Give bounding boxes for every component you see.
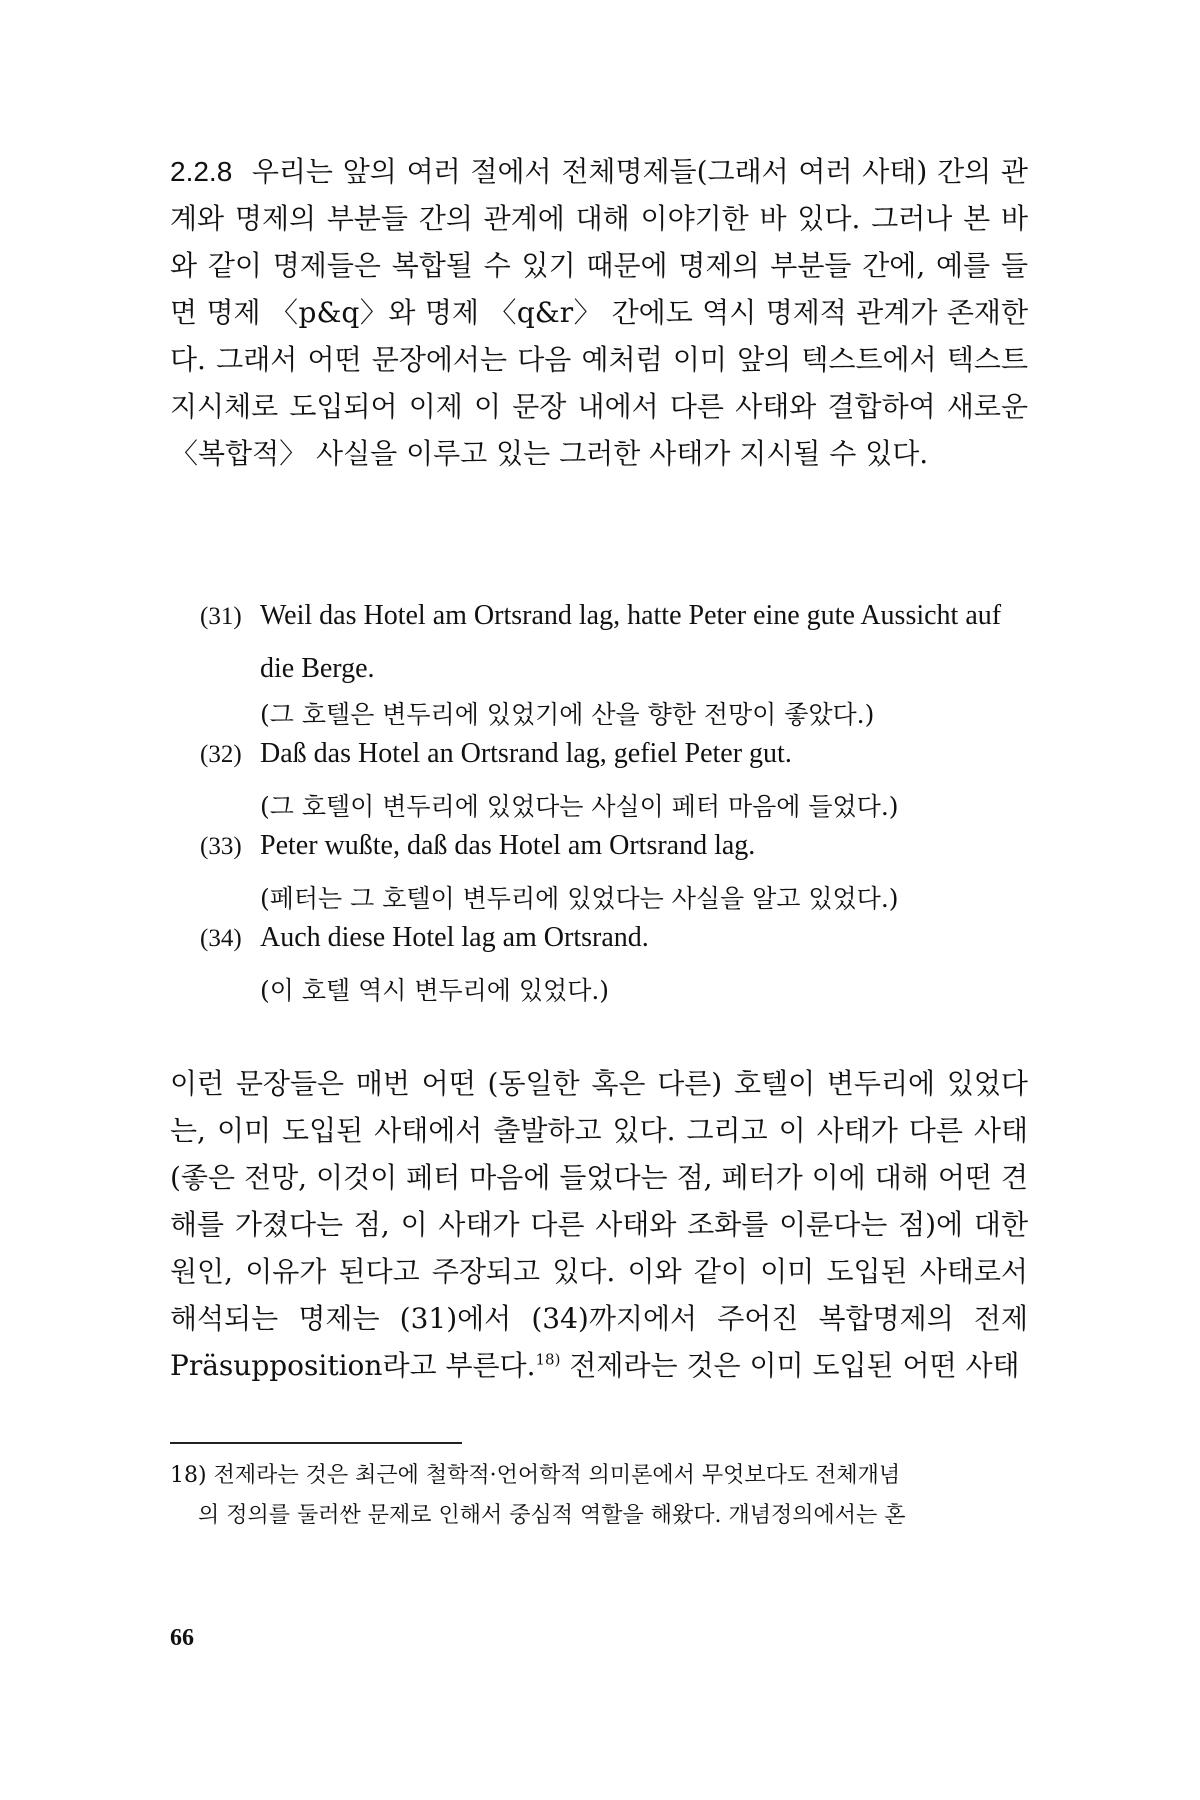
footnote-reference[interactable]: 18)	[535, 1350, 561, 1369]
example-korean: (그 호텔은 변두리에 있었기에 산을 향한 전망이 좋았다.)	[260, 700, 875, 729]
example-list	[200, 600, 1040, 1014]
example-31	[200, 600, 1040, 738]
example-korean: (이 호텔 역시 변두리에 있었다.)	[260, 976, 610, 1005]
example-number: (33)	[200, 833, 242, 860]
example-korean: (그 호텔이 변두리에 있었다는 사실이 페터 마음에 들었다.)	[260, 792, 899, 821]
example-33	[200, 830, 1040, 922]
paragraph-presupposition	[170, 1060, 1028, 1389]
example-german-continued: die Berge.	[260, 653, 375, 684]
footnote-line1: 전제라는 것은 최근에 철학적·언어학적 의미론에서 무엇보다도 전체개념	[213, 1463, 901, 1488]
example-number: (31)	[200, 603, 242, 630]
paragraph-section-2-2-8	[170, 148, 1028, 477]
example-korean: (페터는 그 호텔이 변두리에 있었다는 사실을 알고 있었다.)	[260, 884, 899, 913]
example-german: Peter wußte, daß das Hotel am Ortsrand lag.	[260, 830, 756, 861]
paragraph2-text: 이런 문장들은 매번 어떤 (동일한 혹은 다른) 호텔이 변두리에 있었다는, 이미 도입된 사태에서 출발하고 있다. 그리고 이 사태가 다른 사태(좋은 전망, 이것이 페터 마음에 들었다는 점, 페터가 이에 대해 어떤 견해를 가졌다는 점, 이 사태가 다른 사태와 조화를 이룬다는 점)에 대한 원인, 이유가 된다고 주장되고 있다. 이와 같이 이미 도입된 사태로서 해석되는 명제는 (31)에서 (34)까지에서 주어진 복합명제의 전제 Präsupposition라고 부른다.	[170, 1067, 1028, 1382]
example-number: (32)	[200, 741, 242, 768]
example-german: Auch diese Hotel lag am Ortsrand.	[260, 922, 649, 953]
footnote-number: 18)	[170, 1463, 207, 1488]
paragraph2-tail: 전제라는 것은 이미 도입된 어떤 사태	[569, 1349, 1020, 1382]
footnote-divider	[170, 1442, 462, 1444]
section-number: 2.2.8	[170, 156, 233, 187]
example-number: (34)	[200, 925, 242, 952]
footnote-line2: 의 정의를 둘러싼 문제로 인해서 중심적 역할을 해왔다. 개념정의에서는 혼	[198, 1503, 906, 1528]
paragraph1-text: 우리는 앞의 여러 절에서 전체명제들(그래서 여러 사태) 간의 관계와 명제의 부분들 간의 관계에 대해 이야기한 바 있다. 그러나 본 바와 같이 명제들은 복합될 수 있기 때문에 명제의 부분들 간에, 예를 들면 명제 〈p&q〉와 명제 〈q&r〉 간에도 역시 명제적 관계가 존재한다. 그래서 어떤 문장에서는 다음 예처럼 이미 앞의 텍스트에서 텍스트 지시체로 도입되어 이제 이 문장 내에서 다른 사태와 결합하여 새로운 〈복합적〉 사실을 이루고 있는 그러한 사태가 지시될 수 있다.	[170, 155, 1028, 470]
example-32	[200, 738, 1040, 830]
example-german: Weil das Hotel am Ortsrand lag, hatte Peter eine gute Aussicht auf	[260, 600, 1002, 631]
page-number: 66	[170, 1625, 194, 1651]
footnote-18	[170, 1456, 1028, 1536]
example-german: Daß das Hotel an Ortsrand lag, gefiel Peter gut.	[260, 738, 792, 769]
example-34	[200, 922, 1040, 1014]
